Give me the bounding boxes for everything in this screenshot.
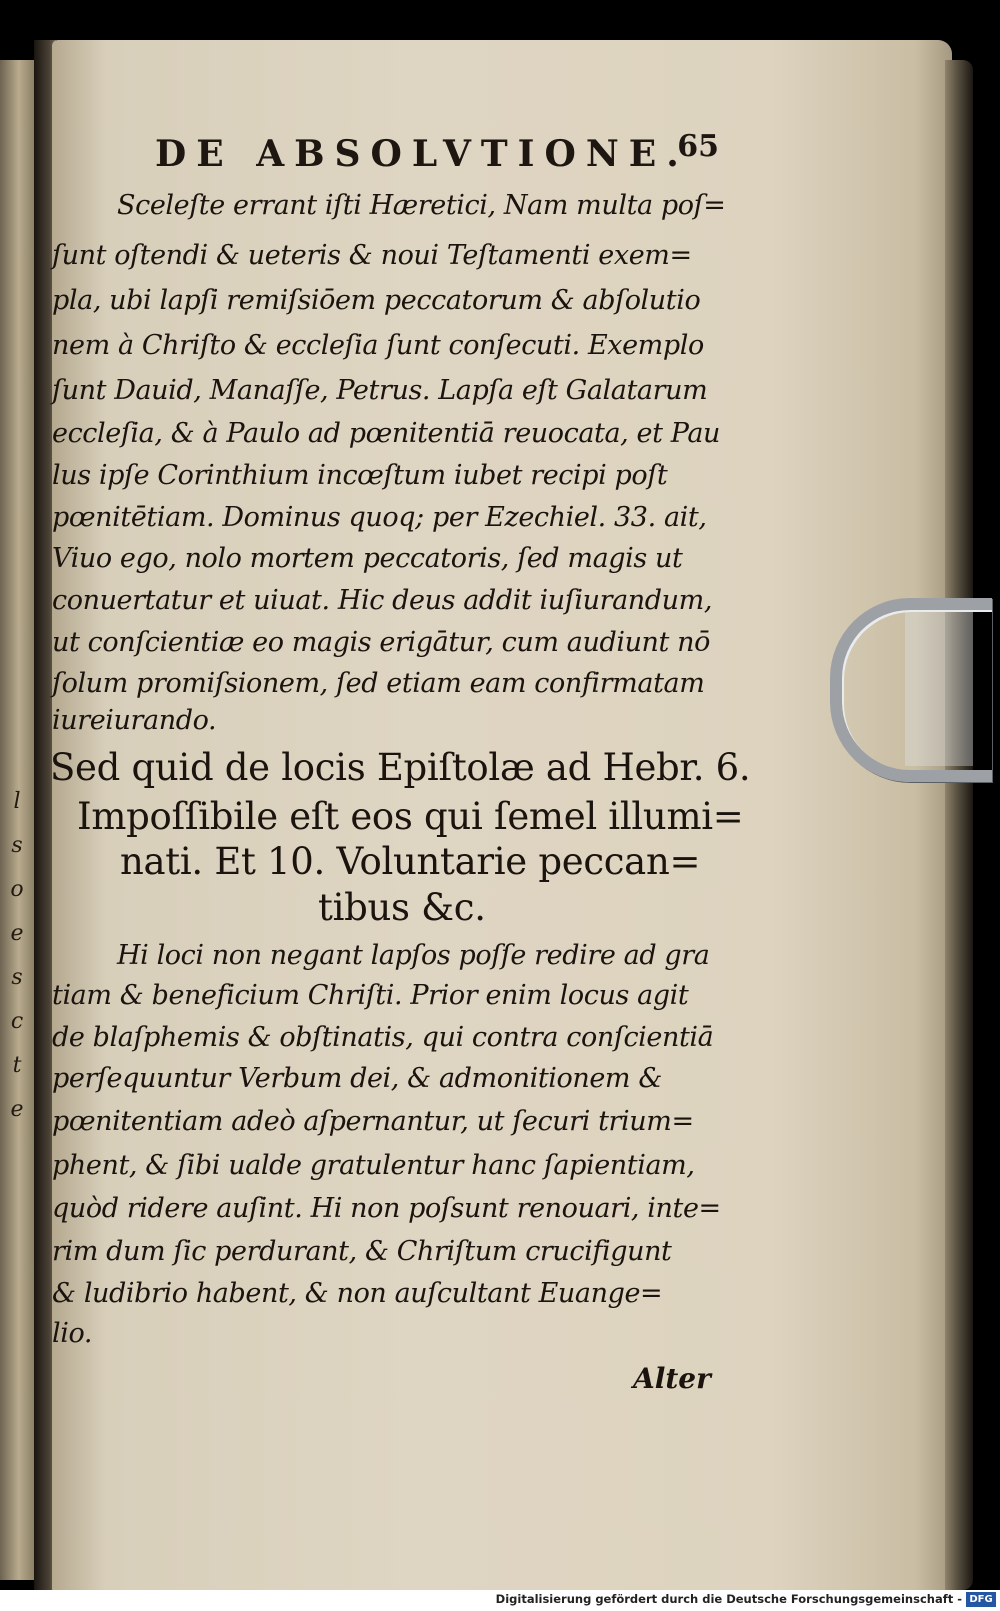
text-line: lio. [52,1318,93,1349]
left-mark: s [11,833,23,858]
footer-bar [0,1590,1000,1611]
left-mark: c [10,1009,24,1034]
left-mark: t [12,1053,22,1078]
left-mark: o [10,877,24,902]
page-number: 65 [677,129,719,164]
text-line: Hi loci non negant lapſos poſſe redire ad gra [117,940,710,971]
text-line: eccleſia, & à Paulo ad pœnitentiā reuocata, et Pau [52,418,720,449]
text-line: nem à Chriſto & eccleſia ſunt conſecuti. Exemplo [52,330,704,361]
text-line: pœnitētiam. Dominus quoq; per Ezechiel. 33. ait, [52,502,707,533]
text-line: lus ipſe Corinthium incœſtum iubet recipi poſt [52,460,668,491]
text-line: quòd ridere auſint. Hi non poſsunt renouari, inte= [52,1193,721,1224]
dfg-logo-icon: DFG [966,1592,996,1607]
question-heading-line: nati. Et 10. Voluntarie peccan= [120,840,701,883]
left-mark: l [13,789,21,814]
left-mark: e [10,1097,24,1122]
text-line: iureiurando. [52,705,217,736]
paper-clip-icon [830,598,992,782]
text-line: & ludibrio habent, & non auſcultant Euange= [52,1278,663,1309]
left-page-edge [0,60,34,1580]
text-line: de blaſphemis & obſtinatis, qui contra conſcientiā [52,1022,714,1053]
page-edge [945,60,973,1590]
text-line: Viuo ego, nolo mortem peccatoris, ſed magis ut [52,543,683,574]
text-line: rim dum ſic perdurant, & Chriſtum crucifigunt [52,1236,672,1267]
text-line: conuertatur et uiuat. Hic deus addit iuſiurandum, [52,585,713,616]
text-line: perſequuntur Verbum dei, & admonitionem & [52,1063,662,1094]
text-line: ſolum promiſsionem, ſed etiam eam confirmatam [52,668,705,699]
text-line: pœnitentiam adeò aſpernantur, ut ſecuri trium= [52,1106,694,1137]
text-line: Sceleſte errant iſti Hæretici, Nam multa poſ= [117,190,726,221]
text-line: tiam & beneficium Chriſti. Prior enim locus agit [52,980,689,1011]
text-line: pla, ubi lapſi remiſsiōem peccatorum & abſolutio [52,285,701,316]
text-line: ſunt Dauid, Manaſſe, Petrus. Lapſa eſt Galatarum [52,375,708,406]
left-mark: s [11,965,23,990]
question-heading-line: tibus &c. [318,886,486,929]
digitization-credit: Digitalisierung gefördert durch die Deutsche Forschungsgemeinschaft - [495,1592,962,1606]
question-heading-line: Impoſſibile eſt eos qui ſemel illumi= [77,795,744,838]
question-heading-line: Sed quid de locis Epiſtolæ ad Hebr. 6. [50,746,751,789]
page-header [155,129,719,183]
text-line: ſunt oſtendi & ueteris & noui Teſtamenti exem= [52,240,692,271]
left-page-marginal-letters [2,780,32,1132]
catchword: Alter [633,1362,711,1395]
text-line: phent, & ſibi ualde gratulentur hanc ſapientiam, [52,1150,695,1181]
text-line: ut conſcientiæ eo magis erigātur, cum audiunt nō [52,627,711,658]
running-head: DE ABSOLVTIONE. [155,133,689,175]
left-mark: e [10,921,24,946]
